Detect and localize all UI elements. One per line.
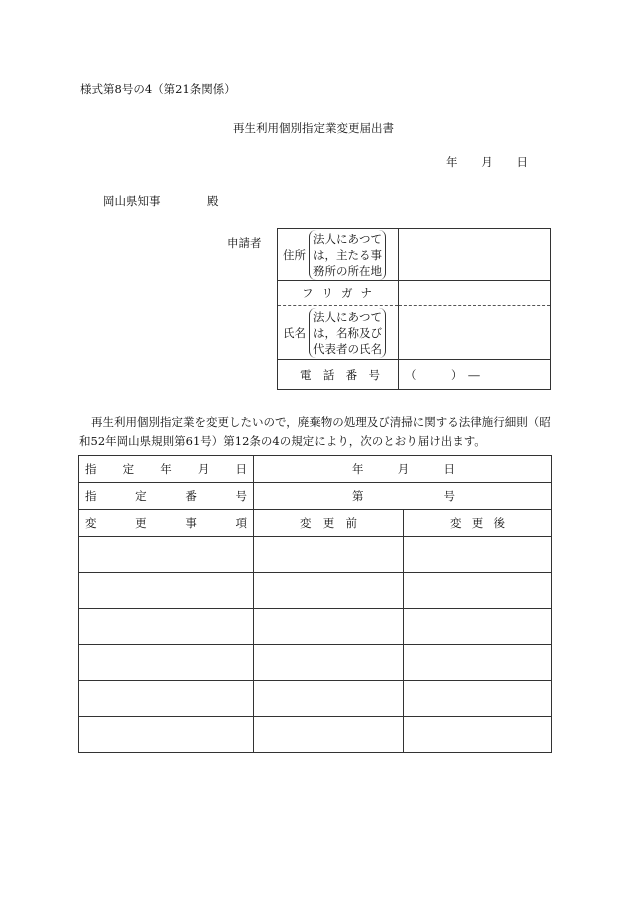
designation-date-row [79, 456, 552, 483]
change-row [79, 681, 552, 717]
page-title: 再生利用個別指定業変更届出書 [233, 121, 394, 135]
before-cell[interactable] [254, 573, 404, 609]
phone-char: 番 [345, 367, 358, 382]
after-label [404, 515, 551, 531]
before-cell[interactable] [254, 537, 404, 573]
label-char: 指 [85, 489, 97, 503]
name-value-cell[interactable] [399, 306, 551, 360]
value-char: 年 [352, 462, 364, 476]
change-item-cell[interactable] [79, 537, 254, 573]
name-note-line: は，名称及び [313, 325, 382, 340]
label-char: 番 [185, 489, 197, 503]
applicant-label: 申請者 [227, 236, 262, 250]
label-char: 号 [235, 489, 247, 503]
label-char: 変 [450, 516, 462, 530]
label-char: 更 [135, 516, 147, 530]
name-label: 氏名 [283, 325, 306, 340]
after-cell[interactable] [404, 717, 552, 753]
label-char: 日 [235, 462, 247, 476]
before-cell[interactable] [254, 717, 404, 753]
phone-row [278, 360, 551, 390]
designation-number-label [79, 488, 253, 504]
designation-date-label [79, 461, 253, 477]
designation-date-value-cell[interactable] [254, 456, 552, 483]
name-note [309, 308, 386, 358]
form-number: 様式第8号の4（第21条関係） [80, 82, 236, 96]
furigana-row [278, 281, 551, 306]
label-char: 変 [300, 516, 312, 530]
label-char: 指 [85, 462, 97, 476]
address-label: 住所 [283, 247, 306, 262]
value-char: 日 [443, 462, 455, 476]
change-row [79, 573, 552, 609]
phone-char: 話 [322, 367, 335, 382]
applicant-table [277, 228, 551, 390]
change-row [79, 645, 552, 681]
phone-label-cell [278, 360, 399, 390]
address-note-line: は，主たる事 [313, 247, 382, 262]
address-row [278, 229, 551, 281]
year-char: 年 [446, 155, 458, 169]
change-table [78, 455, 552, 753]
name-row [278, 306, 551, 360]
address-note-line: 法人にあつて [313, 231, 382, 246]
change-item-cell[interactable] [79, 645, 254, 681]
change-item-cell[interactable] [79, 573, 254, 609]
furigana-char: リ [321, 286, 333, 300]
label-char: 項 [235, 516, 247, 530]
furigana-char: ナ [360, 286, 372, 300]
before-header [254, 510, 404, 537]
after-cell[interactable] [404, 645, 552, 681]
body-text-line-1: 再生利用個別指定業を変更したいので，廃棄物の処理及び清掃に関する法律施行細則（昭 [91, 415, 551, 429]
label-char: 月 [197, 462, 210, 476]
value-char: 第 [352, 489, 364, 503]
after-header [404, 510, 552, 537]
after-cell[interactable] [404, 537, 552, 573]
label-char: 年 [160, 462, 172, 476]
address-value-cell[interactable] [399, 229, 551, 281]
furigana-char: ガ [341, 286, 353, 300]
change-row [79, 609, 552, 645]
before-cell[interactable] [254, 681, 404, 717]
value-char: 号 [443, 489, 455, 503]
after-cell[interactable] [404, 609, 552, 645]
designation-date-label-cell [79, 456, 254, 483]
change-row [79, 717, 552, 753]
change-item-label [79, 515, 253, 531]
address-note-line: 務所の所在地 [313, 263, 382, 278]
label-char: 定 [135, 489, 147, 503]
name-note-line: 法人にあつて [313, 309, 382, 324]
address-note [309, 230, 386, 280]
label-char: 後 [493, 516, 505, 530]
phone-char: 号 [368, 367, 380, 382]
change-item-cell[interactable] [79, 609, 254, 645]
change-item-header [79, 510, 254, 537]
before-cell[interactable] [254, 609, 404, 645]
change-item-cell[interactable] [79, 681, 254, 717]
name-note-line: 代表者の氏名 [313, 341, 382, 356]
addressee-honorific: 殿 [207, 194, 219, 208]
designation-number-value [254, 488, 551, 504]
date-line [446, 154, 528, 170]
furigana-label-cell [278, 281, 399, 306]
phone-char: 電 [300, 367, 312, 382]
phone-value-cell[interactable]: （ ） ― [399, 360, 551, 390]
address-label-cell [278, 229, 399, 281]
furigana-value-cell[interactable] [399, 281, 551, 306]
furigana-label [278, 285, 398, 301]
after-cell[interactable] [404, 681, 552, 717]
change-row [79, 537, 552, 573]
designation-number-value-cell[interactable] [254, 483, 552, 510]
addressee-name: 岡山県知事 [103, 194, 161, 208]
change-item-cell[interactable] [79, 717, 254, 753]
label-char: 事 [185, 516, 197, 530]
designation-number-label-cell [79, 483, 254, 510]
after-cell[interactable] [404, 573, 552, 609]
name-label-cell [278, 306, 399, 360]
before-label [254, 515, 403, 531]
before-cell[interactable] [254, 645, 404, 681]
label-char: 変 [85, 516, 97, 530]
day-char: 日 [516, 155, 528, 169]
label-char: 定 [122, 462, 135, 476]
header-row [79, 510, 552, 537]
label-char: 更 [471, 516, 484, 530]
label-char: 前 [345, 516, 357, 530]
value-char: 月 [397, 462, 410, 476]
phone-label [278, 367, 398, 383]
designation-number-row [79, 483, 552, 510]
furigana-char: フ [302, 286, 314, 300]
designation-date-value [254, 461, 551, 477]
label-char: 更 [322, 516, 335, 530]
month-char: 月 [481, 155, 493, 169]
body-text-line-2: 和52年岡山県規則第61号）第12条の4の規定により，次のとおり届け出ます。 [79, 434, 486, 448]
